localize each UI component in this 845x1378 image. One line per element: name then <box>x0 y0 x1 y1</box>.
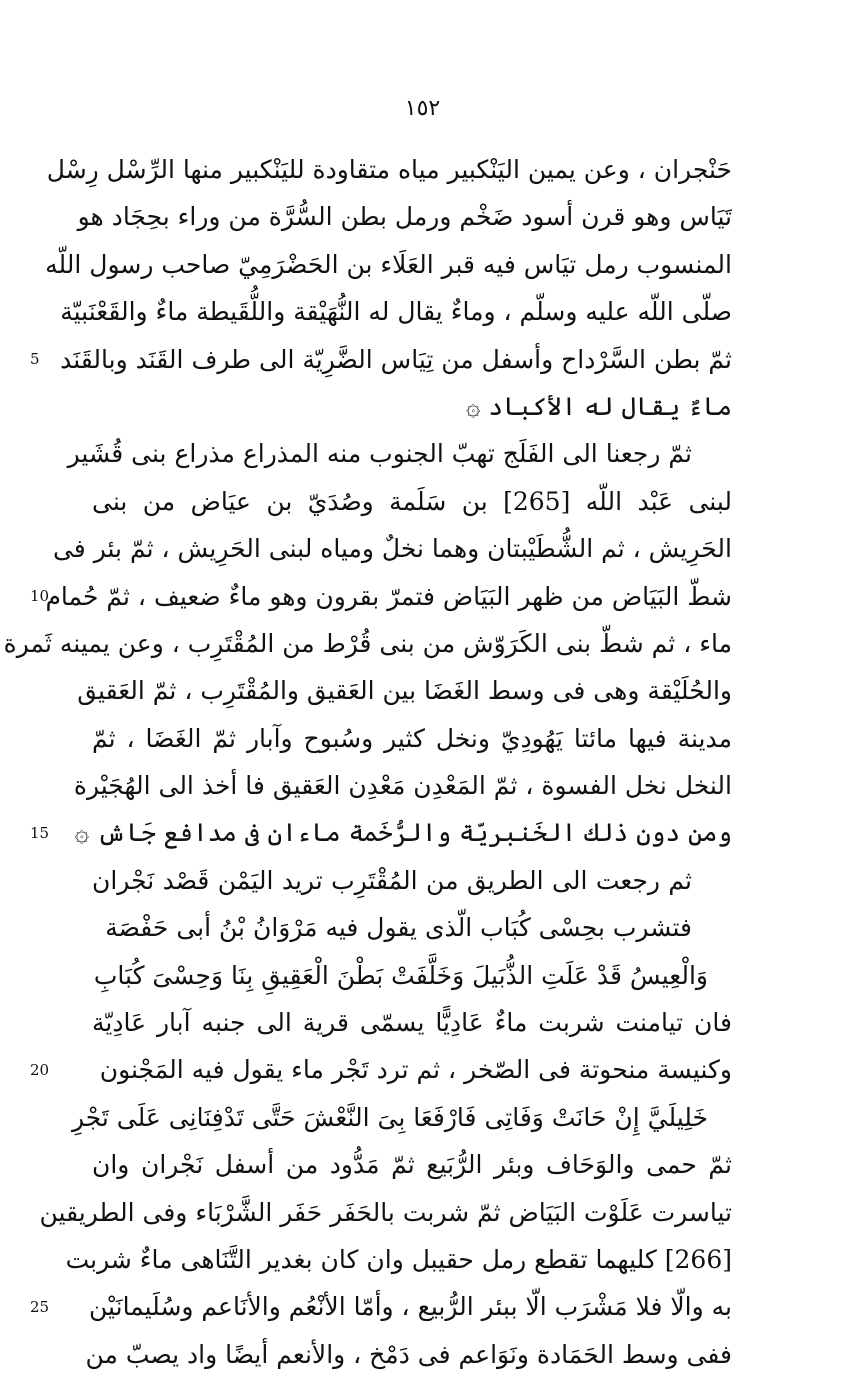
line-number: 25 <box>30 1297 50 1316</box>
page-number: ١٥٢ <box>404 96 441 121</box>
text-line: شطّ البَيَاض من ظهر البَيَاض فتمرّ بقرون وهو ماءٌ ضعيف ، ثمّ حُمام <box>45 581 732 611</box>
text-line: ثم رجعت الى الطريق من المُقْتَرِب تريد اليَمْن قَصْد نَجْران <box>92 865 692 895</box>
text-line: صلّى اللّه عليه وسلّم ، وماءٌ يقال له النُّهَيْقة واللُّقَيطة ماءٌ والقَعْنَبيّة <box>60 297 732 327</box>
text-line: تياسرت عَلَوْت البَيَاض ثمّ شربت بالحَفَر حَفَر الشَّرْبَاء وفى الطريقين <box>39 1197 732 1227</box>
line-number: 15 <box>30 823 50 842</box>
line-number: 5 <box>30 349 40 368</box>
text-line: الحَرِيش ، ثم الشُّطَيْبتان وهما نخلٌ ومياه لبنى الحَرِيش ، ثمّ بئر فى <box>52 534 732 564</box>
verse-line: خَلِيلَيَّ إِنْ حَانَتْ وَفَاتِى فَارْفَعَا بِىَ النَّعْشَ حَتَّى تَدْفِنَانِى عَلَى تَجْرِ <box>71 1102 708 1132</box>
page-body <box>3 146 732 1378</box>
verse-line: وَالْعِيسُ قَدْ عَلَتِ الذُّبَيلَ وَخَلَّفَتْ بَطْنَ الْعَقِيقِ بِنَا وَحِسْىَ كُبَابِ <box>93 960 708 990</box>
text-line: تَيَاس وهو قرن أسود ضَخْم ورمل بطن السُّرَّة من وراء بحِجَاد هو <box>77 202 732 232</box>
text-line: ثمّ رجعنا الى الفَلَج تهبّ الجنوب منه المذراع مذراع بنى قُشَير <box>67 439 692 469</box>
text-line: ومن دون ذلك الخَنبريّة والرُّخَمة ماءان فى مدافع جَاش ۞ <box>74 818 732 848</box>
text-line: حَنْجران ، وعن يمين اليَنْكبير مياه متقاودة لليَنْكبير منها الرِّسْل رِسْل <box>46 155 732 184</box>
text-line: والحُلَيْقة وهى فى وسط الغَضَا بين العَقيق والمُقْتَرِب ، ثمّ العَقيق <box>77 676 732 706</box>
text-line: لبنى عَبْد اللّه [265] بن سَلَمة وصُدَيّ بن عيَاض من بنى <box>92 486 732 516</box>
text-line: ثمّ حمى والوَحَاف وبئر الرُّبَيع ثمّ مَدُّود من أسفل نَجْران وان <box>92 1150 732 1180</box>
text-line: فان تيامنت شربت ماءٌ عَادِيًّا يسمّى قرية الى جنبه آبار عَادِيّة <box>92 1008 732 1038</box>
text-line: وكنيسة منحوتة فى الصّخر ، ثم ترد تَجْر ماء يقول فيه المَجْنون <box>99 1055 732 1085</box>
text-line: النخل نخل الفسوة ، ثمّ المَعْدِن مَعْدِن العَقيق فا أخذ الى الهُجَيْرة <box>73 771 732 801</box>
text-line: [266] كليهما تقطع رمل حقيبل وان كان بغدير التَّنَاهى ماءٌ شربت <box>65 1244 732 1274</box>
text-line: فتشرب بحِسْى كُبَاب الّذى يقول فيه مَرْوَانُ بْنُ أبى حَفْصَة <box>105 913 692 943</box>
text-line: مدينة فيها مائتا يَهُودِيّ ونخل كثير وسُبوح وآبار ثمّ الغَضَا ، ثمّ <box>92 723 732 753</box>
text-line: ثمّ بطن السَّرْداح وأسفل من تِيَاس الضَّرِيّة الى طرف القَنَد وبالقَنَد <box>60 344 732 374</box>
text-line: ماء ، ثم شطّ بنى الكَرَوّش من بنى قُرْط من المُقْتَرِب ، وعن يمينه ثَمرة <box>3 628 732 658</box>
line-number: 10 <box>30 586 50 605</box>
text-line: ففى وسط الحَمَادة ونَوَاعم فى دَمْخ ، والأنعم أيضًا واد يصبّ من <box>85 1339 732 1369</box>
text-line: به والّا فلا مَشْرَب الّا ببئر الرُّبيع ، وأمّا الأنْعُم والأنَاعم وسُلَيمانَيْن <box>89 1292 732 1322</box>
line-number: 20 <box>30 1060 50 1079</box>
text-line: ماءٌ يقال له الأكباد ۞ <box>465 391 732 421</box>
text-line: المنسوب رمل تيَاس فيه قبر العَلَاء بن الحَضْرَمِيّ صاحب رسول اللّه <box>45 249 732 279</box>
